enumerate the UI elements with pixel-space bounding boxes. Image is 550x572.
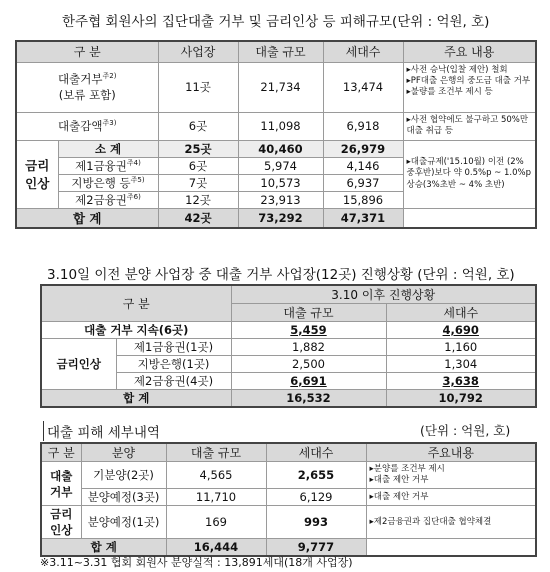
rate-row-label: 지방은행(1곳): [116, 356, 231, 373]
refusal-amount: 21,734: [238, 62, 323, 112]
amount: 11,710: [166, 489, 266, 506]
units: 6,129: [266, 489, 366, 506]
sale-label: 기분양(2곳): [81, 462, 166, 489]
header-category: 구 분: [16, 41, 158, 62]
reduction-amount: 11,098: [238, 112, 323, 140]
total-amount: 73,292: [238, 208, 323, 228]
sale-label: 분양예정(3곳): [81, 489, 166, 506]
table3-title: 대출 피해 세부내역: [43, 421, 160, 441]
rate-row-amount: 10,573: [238, 174, 323, 191]
rate-subtotal-label: 소 계: [58, 140, 158, 157]
rate-row-amount: 6,691: [231, 373, 386, 390]
continued-amount: 5,459: [231, 322, 386, 339]
reduction-units: 6,918: [323, 112, 403, 140]
header-amount: 대출 규모: [231, 304, 386, 322]
total-units: 47,371: [323, 208, 403, 228]
rate-row-sites: 6곳: [158, 157, 238, 174]
rate-row-units: 6,937: [323, 174, 403, 191]
footnote: ※3.11~3.31 협회 회원사 분양실적 : 13,891세대(18개 사업장): [40, 556, 353, 569]
header-units: 세대수: [266, 443, 366, 462]
rate-increase-label: 금리 인상: [16, 140, 58, 208]
rate-row-units: 1,304: [386, 356, 536, 373]
reduction-label: 대출감액$^{주3)}$: [16, 112, 158, 140]
rate-increase-label: 금리 인상: [41, 506, 81, 539]
reduction-sites: 6곳: [158, 112, 238, 140]
rate-row-amount: 23,913: [238, 191, 323, 208]
refusal-label: 대출거부$^{주2)}$ (보류 포함): [16, 62, 158, 112]
note: ▸제2금융권과 집단대출 협약체결: [366, 506, 536, 539]
refusal-progress-table: [40, 284, 537, 408]
total-units: 9,777: [266, 539, 366, 557]
rate-row-label: 제2금융권$^{주6)}$: [58, 191, 158, 208]
refusal-sites: 11곳: [158, 62, 238, 112]
rate-row-label: 제1금융권$^{주4)}$: [58, 157, 158, 174]
table3-unit: (단위 : 억원, 호): [420, 423, 511, 438]
table2-title: 3.10일 이전 분양 사업장 중 대출 거부 사업장(12곳) 진행상황 (단위 : 억원, 호): [47, 267, 515, 283]
header-main-content: 주요내용: [366, 443, 536, 462]
continued-units: 4,690: [386, 322, 536, 339]
total-amount: 16,532: [231, 390, 386, 408]
total-units: 10,792: [386, 390, 536, 408]
total-amount: 16,444: [166, 539, 266, 557]
rate-row-units: 15,896: [323, 191, 403, 208]
rate-subtotal-amount: 40,460: [238, 140, 323, 157]
rate-row-amount: 1,882: [231, 339, 386, 356]
header-sites: 사업장: [158, 41, 238, 62]
rate-row-amount: 2,500: [231, 356, 386, 373]
header-amount: 대출 규모: [238, 41, 323, 62]
total-label: 합 계: [41, 539, 166, 557]
rate-row-units: 3,638: [386, 373, 536, 390]
rate-row-amount: 5,974: [238, 157, 323, 174]
header-progress: 3.10 이후 진행상황: [231, 285, 536, 304]
rate-note: ▸대출규제('15.10월) 이전 (2% 중후반)보다 약 0.5%p ~ 1.0%p 상승(3%초반 ~ 4% 초반): [403, 140, 536, 208]
rate-row-sites: 7곳: [158, 174, 238, 191]
refusal-note: ▸사전 승낙(입찰 제안) 철회 ▸PF대출 은행의 중도금 대출 거부 ▸불량를 조건부 제시 등: [403, 62, 536, 112]
total-note-empty: [366, 539, 536, 557]
damage-detail-table: [40, 442, 537, 557]
header-main-content: 주요 내용: [403, 41, 536, 62]
amount: 4,565: [166, 462, 266, 489]
header-category: 구 분: [41, 285, 231, 322]
rate-subtotal-units: 26,979: [323, 140, 403, 157]
refusal-units: 13,474: [323, 62, 403, 112]
continued-label: 대출 거부 지속(6곳): [41, 322, 231, 339]
rate-row-units: 1,160: [386, 339, 536, 356]
rate-row-units: 4,146: [323, 157, 403, 174]
units: 993: [266, 506, 366, 539]
sale-label: 분양예정(1곳): [81, 506, 166, 539]
note: ▸대출 제안 거부: [366, 489, 536, 506]
header-sale: 분양: [81, 443, 166, 462]
note: ▸분양를 조건부 제시 ▸대출 제안 거부: [366, 462, 536, 489]
refusal-label: 대출 거부: [41, 462, 81, 506]
total-note-empty: [403, 208, 536, 228]
table1-title: 한주협 회원사의 집단대출 거부 및 금리인상 등 피해규모(단위 : 억원, 호): [62, 14, 490, 30]
total-label: 합 계: [41, 390, 231, 408]
rate-row-label: 지방은행 등$^{주5)}$: [58, 174, 158, 191]
header-amount: 대출 규모: [166, 443, 266, 462]
units: 2,655: [266, 462, 366, 489]
amount: 169: [166, 506, 266, 539]
total-sites: 42곳: [158, 208, 238, 228]
reduction-note: ▸사전 협약에도 불구하고 50%만 대출 취급 등: [403, 112, 536, 140]
rate-row-sites: 12곳: [158, 191, 238, 208]
rate-increase-label: 금리인상: [41, 339, 116, 390]
rate-row-label: 제2금융권(4곳): [116, 373, 231, 390]
header-units: 세대수: [386, 304, 536, 322]
rate-row-label: 제1금융권(1곳): [116, 339, 231, 356]
header-category: 구 분: [41, 443, 81, 462]
damage-scale-table: [15, 40, 537, 229]
rate-subtotal-sites: 25곳: [158, 140, 238, 157]
total-label: 합 계: [16, 208, 158, 228]
header-units: 세대수: [323, 41, 403, 62]
